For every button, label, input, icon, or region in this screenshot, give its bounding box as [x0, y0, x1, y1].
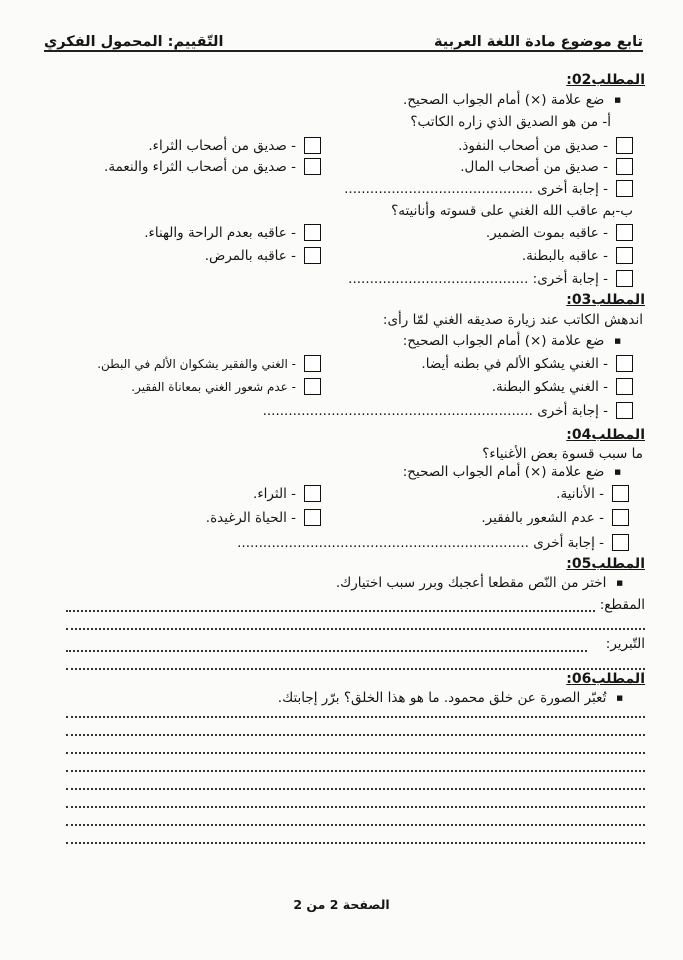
excerpt-label: المقطع:: [599, 597, 645, 613]
req2-b-option-4[interactable]: - عاقبه بعدم الراحة والهناء.: [144, 224, 321, 241]
requirement-05-title: المطلب05:: [566, 556, 645, 572]
checkbox[interactable]: [304, 355, 321, 372]
req2-b-option-1[interactable]: - عاقبه بموت الضمير.: [486, 224, 633, 241]
justification-answer-line[interactable]: [66, 650, 587, 652]
excerpt-answer-line[interactable]: [66, 610, 595, 612]
req2-a-option-5[interactable]: - صديق من أصحاب الثراء والنعمة.: [104, 158, 321, 175]
checkbox[interactable]: [616, 270, 633, 287]
justification-answer-line[interactable]: [66, 668, 645, 670]
checkbox[interactable]: [304, 509, 321, 526]
excerpt-answer-line[interactable]: [66, 628, 645, 630]
checkbox[interactable]: [616, 158, 633, 175]
req2-question-a: أ- من هو الصديق الذي زاره الكاتب؟: [410, 114, 611, 130]
checkbox[interactable]: [616, 378, 633, 395]
answer-line[interactable]: [66, 734, 645, 736]
req3-question: اندهش الكاتب عند زيارة صديقه الغني لمّا رأى:: [382, 312, 643, 328]
req2-instruction: ■ ضع علامة (×) أمام الجواب الصحيح.: [403, 92, 621, 108]
answer-line[interactable]: [66, 788, 645, 790]
checkbox[interactable]: [616, 224, 633, 241]
checkbox[interactable]: [612, 534, 629, 551]
req2-a-option-other[interactable]: - إجابة أخرى ............................................: [344, 180, 633, 197]
req4-question: ما سبب قسوة بعض الأغنياء؟: [482, 446, 643, 462]
req4-instruction: ■ ضع علامة (×) أمام الجواب الصحيح:: [403, 464, 621, 480]
req4-option-5[interactable]: - الحياة الرغيدة.: [206, 509, 321, 526]
checkbox[interactable]: [304, 485, 321, 502]
evaluation-title: التّقييم: المحمول الفكري: [44, 34, 224, 50]
checkbox[interactable]: [304, 224, 321, 241]
answer-line[interactable]: [66, 842, 645, 844]
answer-line[interactable]: [66, 824, 645, 826]
checkbox[interactable]: [612, 509, 629, 526]
answer-line[interactable]: [66, 770, 645, 772]
answer-line[interactable]: [66, 752, 645, 754]
req3-option-1[interactable]: - الغني يشكو الألم في بطنه أيضا.: [421, 355, 633, 372]
answer-line[interactable]: [66, 806, 645, 808]
req4-option-other[interactable]: - إجابة أخرى ....................................................................: [237, 534, 629, 551]
justification-label: التّبرير:: [605, 636, 645, 652]
req2-question-b: ب-بم عاقب الله الغني على قسوته وأنانيته؟: [391, 203, 633, 219]
requirement-02-title: المطلب02:: [566, 72, 645, 88]
req6-instruction: ■ تُعبّر الصورة عن خلق محمود. ما هو هذا الخلق؟ برّر إجابتك.: [278, 690, 623, 706]
req5-instruction: ■ اختر من النّص مقطعا أعجبك وبرر سبب اختيارك.: [336, 575, 623, 591]
req3-option-4[interactable]: - الغني والفقير يشكوان الألم في البطن.: [97, 355, 321, 372]
req2-a-option-1[interactable]: - صديق من أصحاب النفوذ.: [458, 137, 633, 154]
answer-line[interactable]: [66, 716, 645, 718]
checkbox[interactable]: [616, 180, 633, 197]
checkbox[interactable]: [304, 158, 321, 175]
req2-a-option-4[interactable]: - صديق من أصحاب الثراء.: [148, 137, 321, 154]
subject-title: تابع موضوع مادة اللغة العربية: [433, 34, 643, 50]
checkbox[interactable]: [616, 137, 633, 154]
checkbox[interactable]: [304, 137, 321, 154]
requirement-06-title: المطلب06:: [566, 671, 645, 687]
req3-option-2[interactable]: - الغني يشكو البطنة.: [492, 378, 633, 395]
req4-option-4[interactable]: - الثراء.: [253, 485, 321, 502]
page-header: [44, 28, 643, 52]
checkbox[interactable]: [612, 485, 629, 502]
checkbox[interactable]: [616, 402, 633, 419]
requirement-04-title: المطلب04:: [566, 427, 645, 443]
req2-b-option-other[interactable]: - إجابة أخرى: ..........................................: [348, 270, 633, 287]
req3-instruction: ■ ضع علامة (×) أمام الجواب الصحيح:: [403, 333, 621, 349]
req2-b-option-5[interactable]: - عاقبه بالمرض.: [205, 247, 321, 264]
checkbox[interactable]: [304, 378, 321, 395]
checkbox[interactable]: [616, 355, 633, 372]
req3-option-other[interactable]: - إجابة أخرى ...............................................................: [263, 402, 633, 419]
req3-option-5[interactable]: - عدم شعور الغني بمعاناة الفقير.: [131, 378, 321, 395]
req4-option-1[interactable]: - الأنانية.: [556, 485, 629, 502]
req2-a-option-2[interactable]: - صديق من أصحاب المال.: [460, 158, 633, 175]
checkbox[interactable]: [304, 247, 321, 264]
requirement-03-title: المطلب03:: [566, 292, 645, 308]
req2-b-option-2[interactable]: - عاقبه بالبطنة.: [522, 247, 633, 264]
checkbox[interactable]: [616, 247, 633, 264]
req4-option-2[interactable]: - عدم الشعور بالفقير.: [481, 509, 629, 526]
page-number: الصفحة 2 من 2: [293, 897, 390, 912]
